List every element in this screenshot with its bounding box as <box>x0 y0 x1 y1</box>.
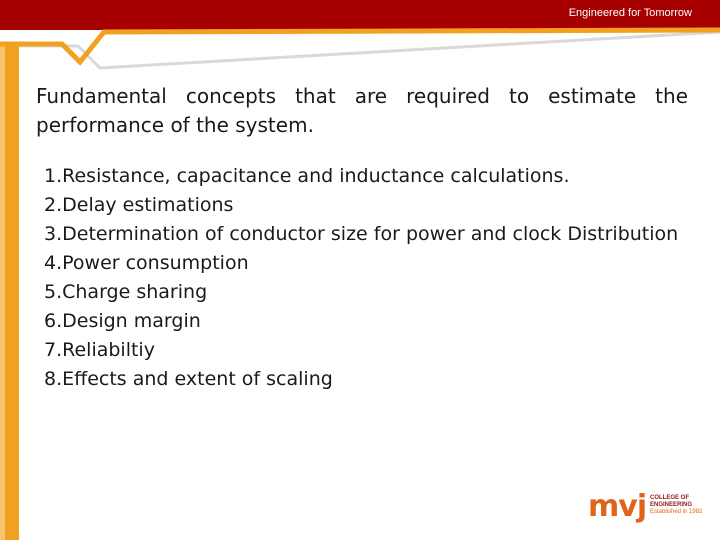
list-item: 3.Determination of conductor size for power and clock Distribution <box>44 223 679 245</box>
list-item: 6.Design margin <box>44 310 201 332</box>
concept-list <box>44 162 680 394</box>
list-item: 1.Resistance, capacitance and inductance calculations. <box>44 165 570 187</box>
slide-content <box>36 82 688 390</box>
logo-mark: mvj <box>588 489 647 524</box>
logo-line-2: ENGINEERING <box>650 502 693 508</box>
list-item: 8.Effects and extent of scaling <box>44 368 333 390</box>
list-item: 4.Power consumption <box>44 252 249 274</box>
list-item: 2.Delay estimations <box>44 194 234 216</box>
logo-text <box>650 495 702 516</box>
logo-line-3: Established in 1982 <box>650 509 703 515</box>
logo-line-1: COLLEGE OF <box>650 495 689 501</box>
list-item: 5.Charge sharing <box>44 281 208 303</box>
college-logo <box>588 488 718 528</box>
intro-paragraph: Fundamental concepts that are required to estimate the performance of the system. <box>36 84 688 137</box>
header-tagline: Engineered for Tomorrow <box>568 7 692 19</box>
list-item: 7.Reliabiltiy <box>44 339 155 361</box>
